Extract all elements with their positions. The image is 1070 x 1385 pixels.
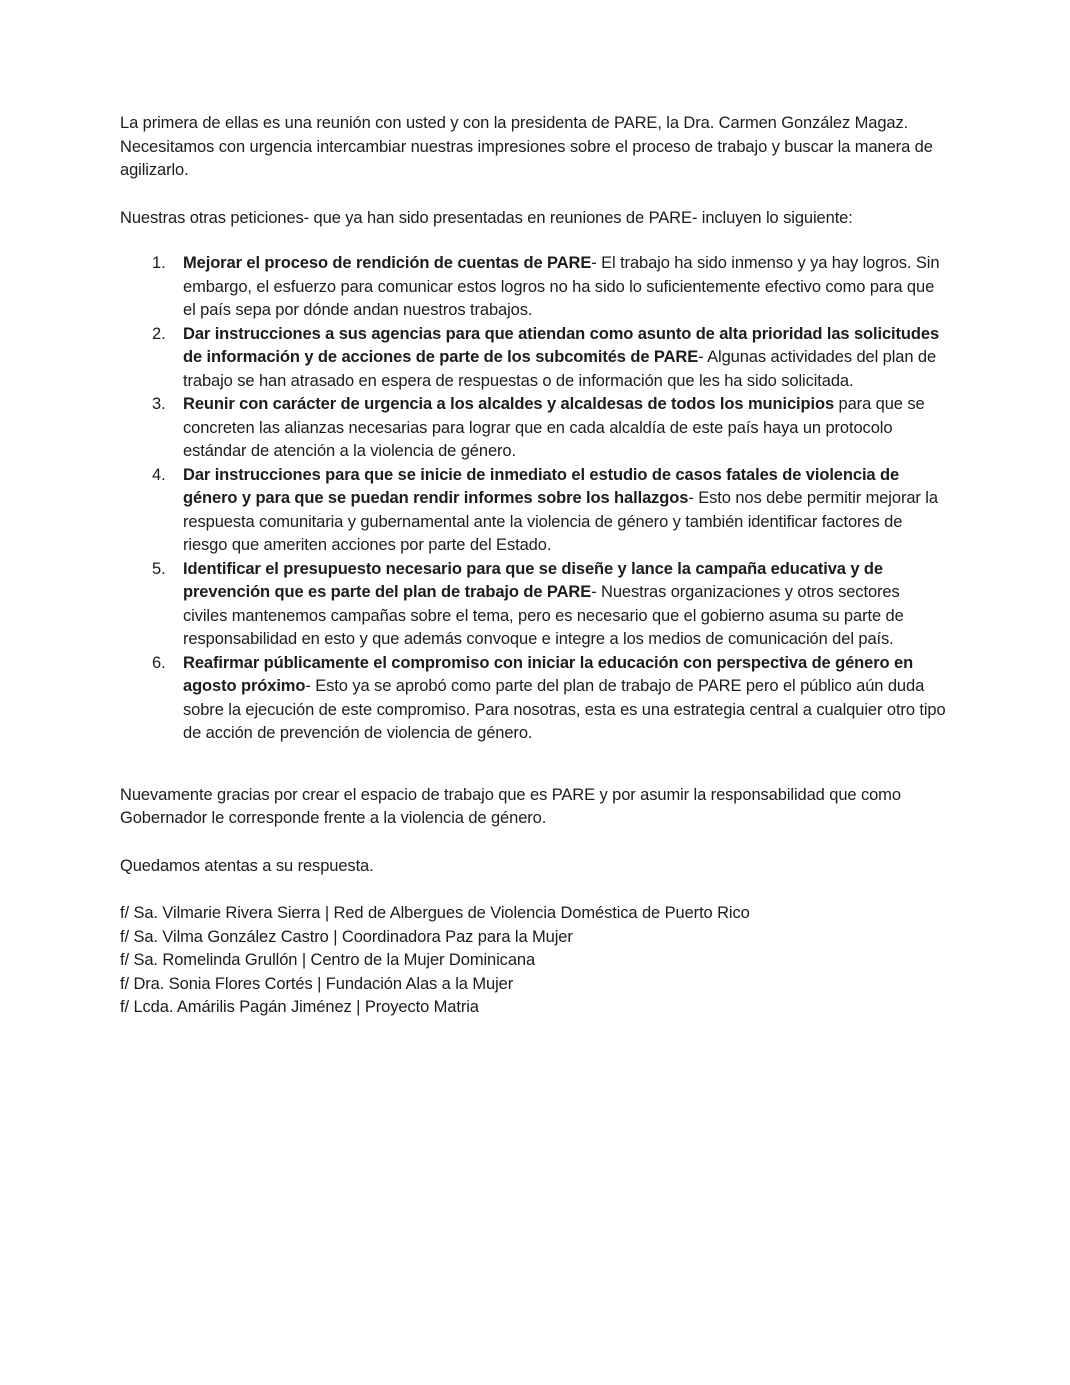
list-item-body: - Nuestras organizaciones y otros sectores civiles mantenemos campañas sobre el tema, pero es necesario que el gobierno asuma su parte de responsabilidad en esto y que además convoque e integre a los medios de comunicación del país. xyxy=(183,583,904,648)
list-item-text xyxy=(183,323,948,394)
list-item xyxy=(152,323,948,394)
signature-line: f/ Sa. Vilmarie Rivera Sierra | Red de Albergues de Violencia Doméstica de Puerto Rico xyxy=(120,904,750,922)
list-item-bold-lead: Reunir con carácter de urgencia a los alcaldes y alcaldesas de todos los municipios xyxy=(183,395,835,413)
list-item-bold-lead: Dar instrucciones a sus agencias para que atiendan como asunto de alta prioridad las solicitudes de información y de acciones de parte de los subcomités de PARE xyxy=(183,324,940,366)
list-item-bold-lead: Identificar el presupuesto necesario para que se diseñe y lance la campaña educativa y de prevención que es parte del plan de trabajo de PARE xyxy=(183,559,883,601)
list-item xyxy=(152,558,948,652)
list-item-bold-lead: Mejorar el proceso de rendición de cuentas de PARE xyxy=(183,254,592,272)
list-item-number: 3. xyxy=(152,395,166,413)
list-item-number: 5. xyxy=(152,559,166,578)
list-item-number: 6. xyxy=(152,653,166,672)
signature-line: f/ Sa. Vilma González Castro | Coordinadora Paz para la Mujer xyxy=(120,927,573,946)
list-item-number: 4. xyxy=(152,465,166,484)
list-item-number: 2. xyxy=(152,324,166,343)
list-item xyxy=(152,652,948,746)
list-item-body: - Esto ya se aprobó como parte del plan de trabajo de PARE pero el público aún duda sobre la ejecución de este compromiso. Para nosotras, esta es una estrategia central a cualquier otro tipo de acción de prevención de violencia de género. xyxy=(183,677,946,742)
list-item xyxy=(152,393,948,464)
signature-block xyxy=(120,902,948,1020)
list-intro-paragraph: Nuestras otras peticiones- que ya han sido presentadas en reuniones de PARE- incluyen lo siguiente: xyxy=(120,208,853,227)
intro-paragraph: La primera de ellas es una reunión con usted y con la presidenta de PARE, la Dra. Carmen González Magaz. Necesitamos con urgencia intercambiar nuestras impresiones sobre el proceso de trabajo y buscar la manera de agilizarlo. xyxy=(120,114,933,179)
list-item-body: para que se concreten las alianzas necesarias para lograr que en cada alcaldía de este país haya un protocolo estándar de atención a la violencia de género. xyxy=(183,395,925,460)
list-item-bold-lead: Reafirmar públicamente el compromiso con iniciar la educación con perspectiva de género en agosto próximo xyxy=(183,653,914,695)
list-item-text xyxy=(183,464,948,558)
closing-paragraph: Nuevamente gracias por crear el espacio de trabajo que es PARE y por asumir la responsabilidad que como Gobernador le corresponde frente a la violencia de género. xyxy=(120,785,901,827)
list-item-body: - El trabajo ha sido inmenso y ya hay logros. Sin embargo, el esfuerzo para comunicar estos logros no ha sido lo suficientemente efectivo como para que el país sepa por dónde andan nuestros trabajos. xyxy=(183,254,940,319)
list-item-body: - Algunas actividades del plan de trabajo se han atrasado en espera de respuestas o de información que les ha sido solicitada. xyxy=(183,348,937,390)
list-item-body: - Esto nos debe permitir mejorar la respuesta comunitaria y gubernamental ante la violencia de género y también identificar factores de riesgo que ameriten acciones por parte del Estado. xyxy=(183,489,938,554)
list-item-text xyxy=(183,652,948,746)
requests-list xyxy=(152,252,948,746)
list-item xyxy=(152,252,948,323)
signature-line: f/ Dra. Sonia Flores Cortés | Fundación Alas a la Mujer xyxy=(120,974,514,993)
list-item-text xyxy=(183,252,948,323)
signature-line: f/ Lcda. Amárilis Pagán Jiménez | Proyecto Matria xyxy=(120,998,479,1016)
list-item xyxy=(152,464,948,558)
list-item-number: 1. xyxy=(152,254,166,272)
signature-line: f/ Sa. Romelinda Grullón | Centro de la Mujer Dominicana xyxy=(120,951,536,969)
closing-line: Quedamos atentas a su respuesta. xyxy=(120,856,374,875)
list-item-text xyxy=(183,558,948,652)
list-item-bold-lead: Dar instrucciones para que se inicie de inmediato el estudio de casos fatales de violencia de género y para que se puedan rendir informes sobre los hallazgos xyxy=(183,465,900,507)
list-item-text xyxy=(183,393,948,464)
